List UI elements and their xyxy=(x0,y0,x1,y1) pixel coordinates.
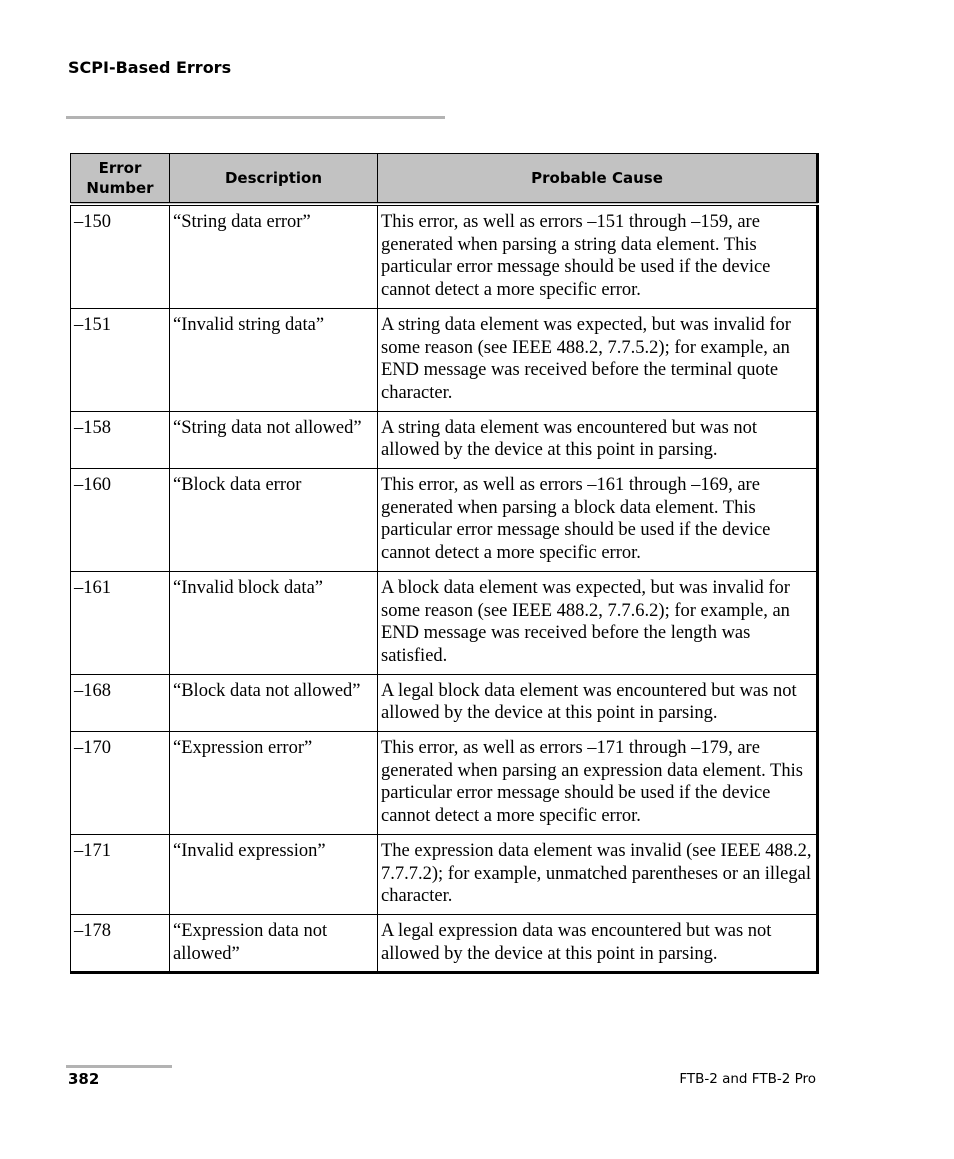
description-cell: “Invalid string data” xyxy=(170,308,378,411)
column-header-probable-cause: Probable Cause xyxy=(378,154,818,205)
description-cell: “Invalid expression” xyxy=(170,834,378,914)
footer-rule xyxy=(66,1065,172,1068)
error-number-cell: –168 xyxy=(71,674,170,731)
page-number: 382 xyxy=(68,1070,100,1088)
description-cell: “String data error” xyxy=(170,204,378,308)
description-cell: “Block data error xyxy=(170,469,378,572)
probable-cause-cell: A block data element was expected, but was invalid for some reason (see IEEE 488.2, 7.7.6.2); for example, an END message was received before the length was satisfied. xyxy=(378,571,818,674)
error-number-cell: –171 xyxy=(71,834,170,914)
title-rule xyxy=(66,116,445,119)
error-number-cell: –170 xyxy=(71,732,170,835)
table-row xyxy=(71,308,818,411)
section-title: SCPI-Based Errors xyxy=(68,58,232,77)
column-header-error-number-line2: Number xyxy=(86,179,154,197)
table-row xyxy=(71,674,818,731)
error-number-cell: –151 xyxy=(71,308,170,411)
probable-cause-cell: This error, as well as errors –151 through –159, are generated when parsing a string data element. This particular error message should be used if the device cannot detect a more specific error. xyxy=(378,204,818,308)
table-row xyxy=(71,411,818,468)
description-cell: “Expression data not allowed” xyxy=(170,914,378,972)
error-table xyxy=(70,153,819,974)
probable-cause-cell: This error, as well as errors –171 through –179, are generated when parsing an expression data element. This particular error message should be used if the device cannot detect a more specific error. xyxy=(378,732,818,835)
error-number-cell: –161 xyxy=(71,571,170,674)
table-row xyxy=(71,469,818,572)
error-number-cell: –178 xyxy=(71,914,170,972)
description-cell: “Invalid block data” xyxy=(170,571,378,674)
table-row xyxy=(71,732,818,835)
table-row xyxy=(71,834,818,914)
description-cell: “Expression error” xyxy=(170,732,378,835)
column-header-description: Description xyxy=(170,154,378,205)
column-header-error-number xyxy=(71,154,170,205)
document-name: FTB-2 and FTB-2 Pro xyxy=(679,1071,816,1087)
probable-cause-cell: A string data element was encountered but was not allowed by the device at this point in parsing. xyxy=(378,411,818,468)
description-cell: “String data not allowed” xyxy=(170,411,378,468)
error-number-cell: –160 xyxy=(71,469,170,572)
probable-cause-cell: This error, as well as errors –161 through –169, are generated when parsing a block data element. This particular error message should be used if the device cannot detect a more specific error. xyxy=(378,469,818,572)
probable-cause-cell: A legal block data element was encountered but was not allowed by the device at this point in parsing. xyxy=(378,674,818,731)
error-number-cell: –158 xyxy=(71,411,170,468)
table-header-row xyxy=(71,154,818,205)
table-row xyxy=(71,571,818,674)
probable-cause-cell: A legal expression data was encountered but was not allowed by the device at this point in parsing. xyxy=(378,914,818,972)
table-row xyxy=(71,204,818,308)
table-row xyxy=(71,914,818,972)
column-header-error-number-line1: Error xyxy=(98,159,142,177)
description-cell: “Block data not allowed” xyxy=(170,674,378,731)
error-table-container xyxy=(70,153,819,974)
probable-cause-cell: A string data element was expected, but was invalid for some reason (see IEEE 488.2, 7.7.5.2); for example, an END message was received before the terminal quote character. xyxy=(378,308,818,411)
probable-cause-cell: The expression data element was invalid (see IEEE 488.2, 7.7.7.2); for example, unmatched parentheses or an illegal character. xyxy=(378,834,818,914)
error-number-cell: –150 xyxy=(71,204,170,308)
